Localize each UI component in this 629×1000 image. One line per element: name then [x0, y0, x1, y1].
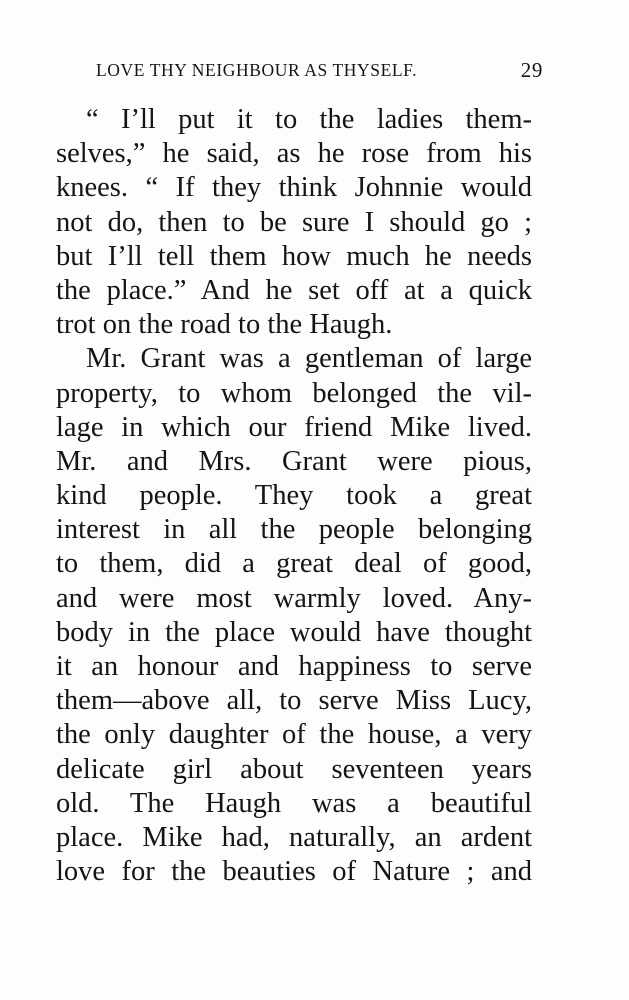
text-line: place. Mike had, naturally, an ardent	[56, 821, 532, 853]
body-text	[56, 103, 532, 889]
text-line: it an honour and happiness to serve	[56, 651, 532, 682]
running-head	[96, 60, 543, 88]
text-line: to them, did a great deal of good,	[56, 548, 532, 580]
text-line: but I’ll tell them how much he needs	[56, 240, 532, 272]
text-line: and were most warmly loved. Any-	[56, 582, 532, 614]
text-line: property, to whom belonged the vil-	[56, 377, 532, 409]
text-line: delicate girl about seventeen years	[56, 753, 532, 785]
text-line: trot on the road to the Haugh.	[56, 309, 393, 341]
text-line: body in the place would have thought	[56, 616, 532, 648]
text-line: old. The Haugh was a beautiful	[56, 787, 532, 819]
running-head-title: LOVE THY NEIGHBOUR AS THYSELF.	[96, 60, 418, 80]
text-line: lage in which our friend Mike lived.	[56, 411, 532, 443]
text-line: selves,” he said, as he rose from his	[56, 138, 532, 170]
text-line: the place.” And he set off at a quick	[56, 274, 532, 306]
page-number: 29	[520, 58, 543, 82]
text-line: not do, then to be sure I should go ;	[56, 206, 532, 238]
text-line: “ I’ll put it to the ladies them-	[86, 104, 532, 135]
text-line: knees. “ If they think Johnnie would	[56, 172, 532, 204]
text-line: the only daughter of the house, a very	[56, 719, 532, 751]
text-line: love for the beauties of Nature ; and	[56, 856, 532, 888]
text-line: Mr. and Mrs. Grant were pious,	[56, 445, 532, 477]
text-line: kind people. They took a great	[56, 480, 532, 512]
text-line: interest in all the people belonging	[56, 514, 532, 546]
text-line: them—above all, to serve Miss Lucy,	[56, 685, 532, 717]
text-line: Mr. Grant was a gentleman of large	[86, 343, 532, 375]
